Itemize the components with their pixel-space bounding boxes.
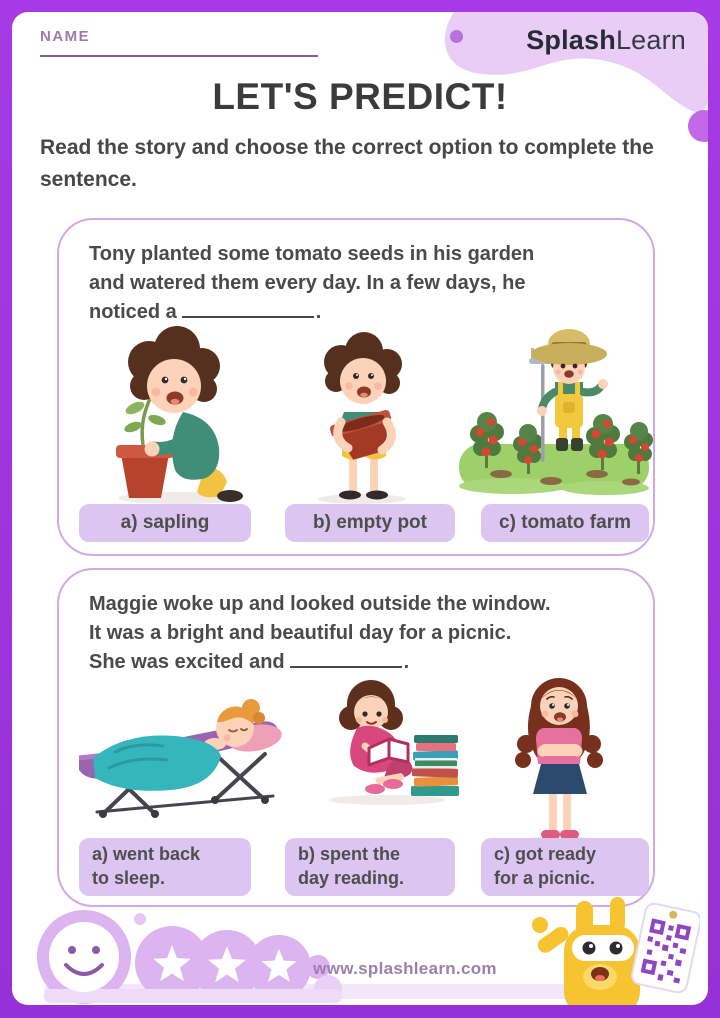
story1-line3: noticed a [89, 301, 177, 323]
question-card-1 [57, 218, 655, 556]
illustration-girl-reading-books [309, 674, 469, 806]
illustration-boy-in-tomato-farm [455, 316, 653, 510]
story-text-2: Maggie woke up and looked outside the window. It was a bright and beautiful day for a picnic. She was excited and . [89, 593, 551, 673]
option-b-empty-pot[interactable]: b) empty pot [285, 504, 455, 542]
logo-learn: Learn [615, 25, 686, 55]
illustration-girl-standing-ready [497, 664, 625, 848]
smiley-face-icon [49, 922, 119, 992]
story1-line1: Tony planted some tomato seeds in his garden [89, 243, 535, 265]
instructions-text: Read the story and choose the correct option to complete the sentence. [40, 136, 654, 191]
illustration-boy-holding-empty-pot [289, 332, 437, 508]
illustration-girl-sleeping-on-cot [63, 672, 303, 832]
question-card-2 [57, 568, 655, 907]
answer-blank-line [182, 302, 314, 318]
mascot-character [532, 895, 700, 1005]
splashlearn-logo [526, 25, 686, 56]
worksheet-page [12, 12, 708, 1005]
story2-line1: Maggie woke up and looked outside the window. [89, 593, 551, 615]
story1-line2: and watered them every day. In a few days, he [89, 272, 526, 294]
page-title: LET'S PREDICT! [212, 76, 508, 117]
story-text-1: Tony planted some tomato seeds in his garden and watered them every day. In a few days, he noticed a . [89, 243, 535, 323]
story2-line3: She was excited and [89, 651, 285, 673]
option-c-tomato-farm[interactable]: c) tomato farm [481, 504, 649, 542]
name-label: NAME [40, 28, 91, 45]
illustration-boy-planting-sapling [85, 324, 267, 506]
story2-line2: It was a bright and beautiful day for a picnic. [89, 622, 512, 644]
answer-blank-line [290, 652, 402, 668]
option-a-went-back-to-sleep[interactable]: a) went back to sleep. [79, 838, 251, 896]
option-b-spent-day-reading[interactable]: b) spent the day reading. [285, 838, 455, 896]
name-input-line[interactable] [40, 55, 318, 57]
qr-code [630, 902, 700, 994]
option-c-got-ready-for-picnic[interactable]: c) got ready for a picnic. [481, 838, 649, 896]
option-a-sapling[interactable]: a) sapling [79, 504, 251, 542]
purple-dot-decoration [450, 30, 463, 43]
footer-url: www.splashlearn.com [313, 959, 497, 978]
logo-splash: Splash [526, 25, 616, 55]
footer-cloud-decoration [22, 903, 354, 1005]
